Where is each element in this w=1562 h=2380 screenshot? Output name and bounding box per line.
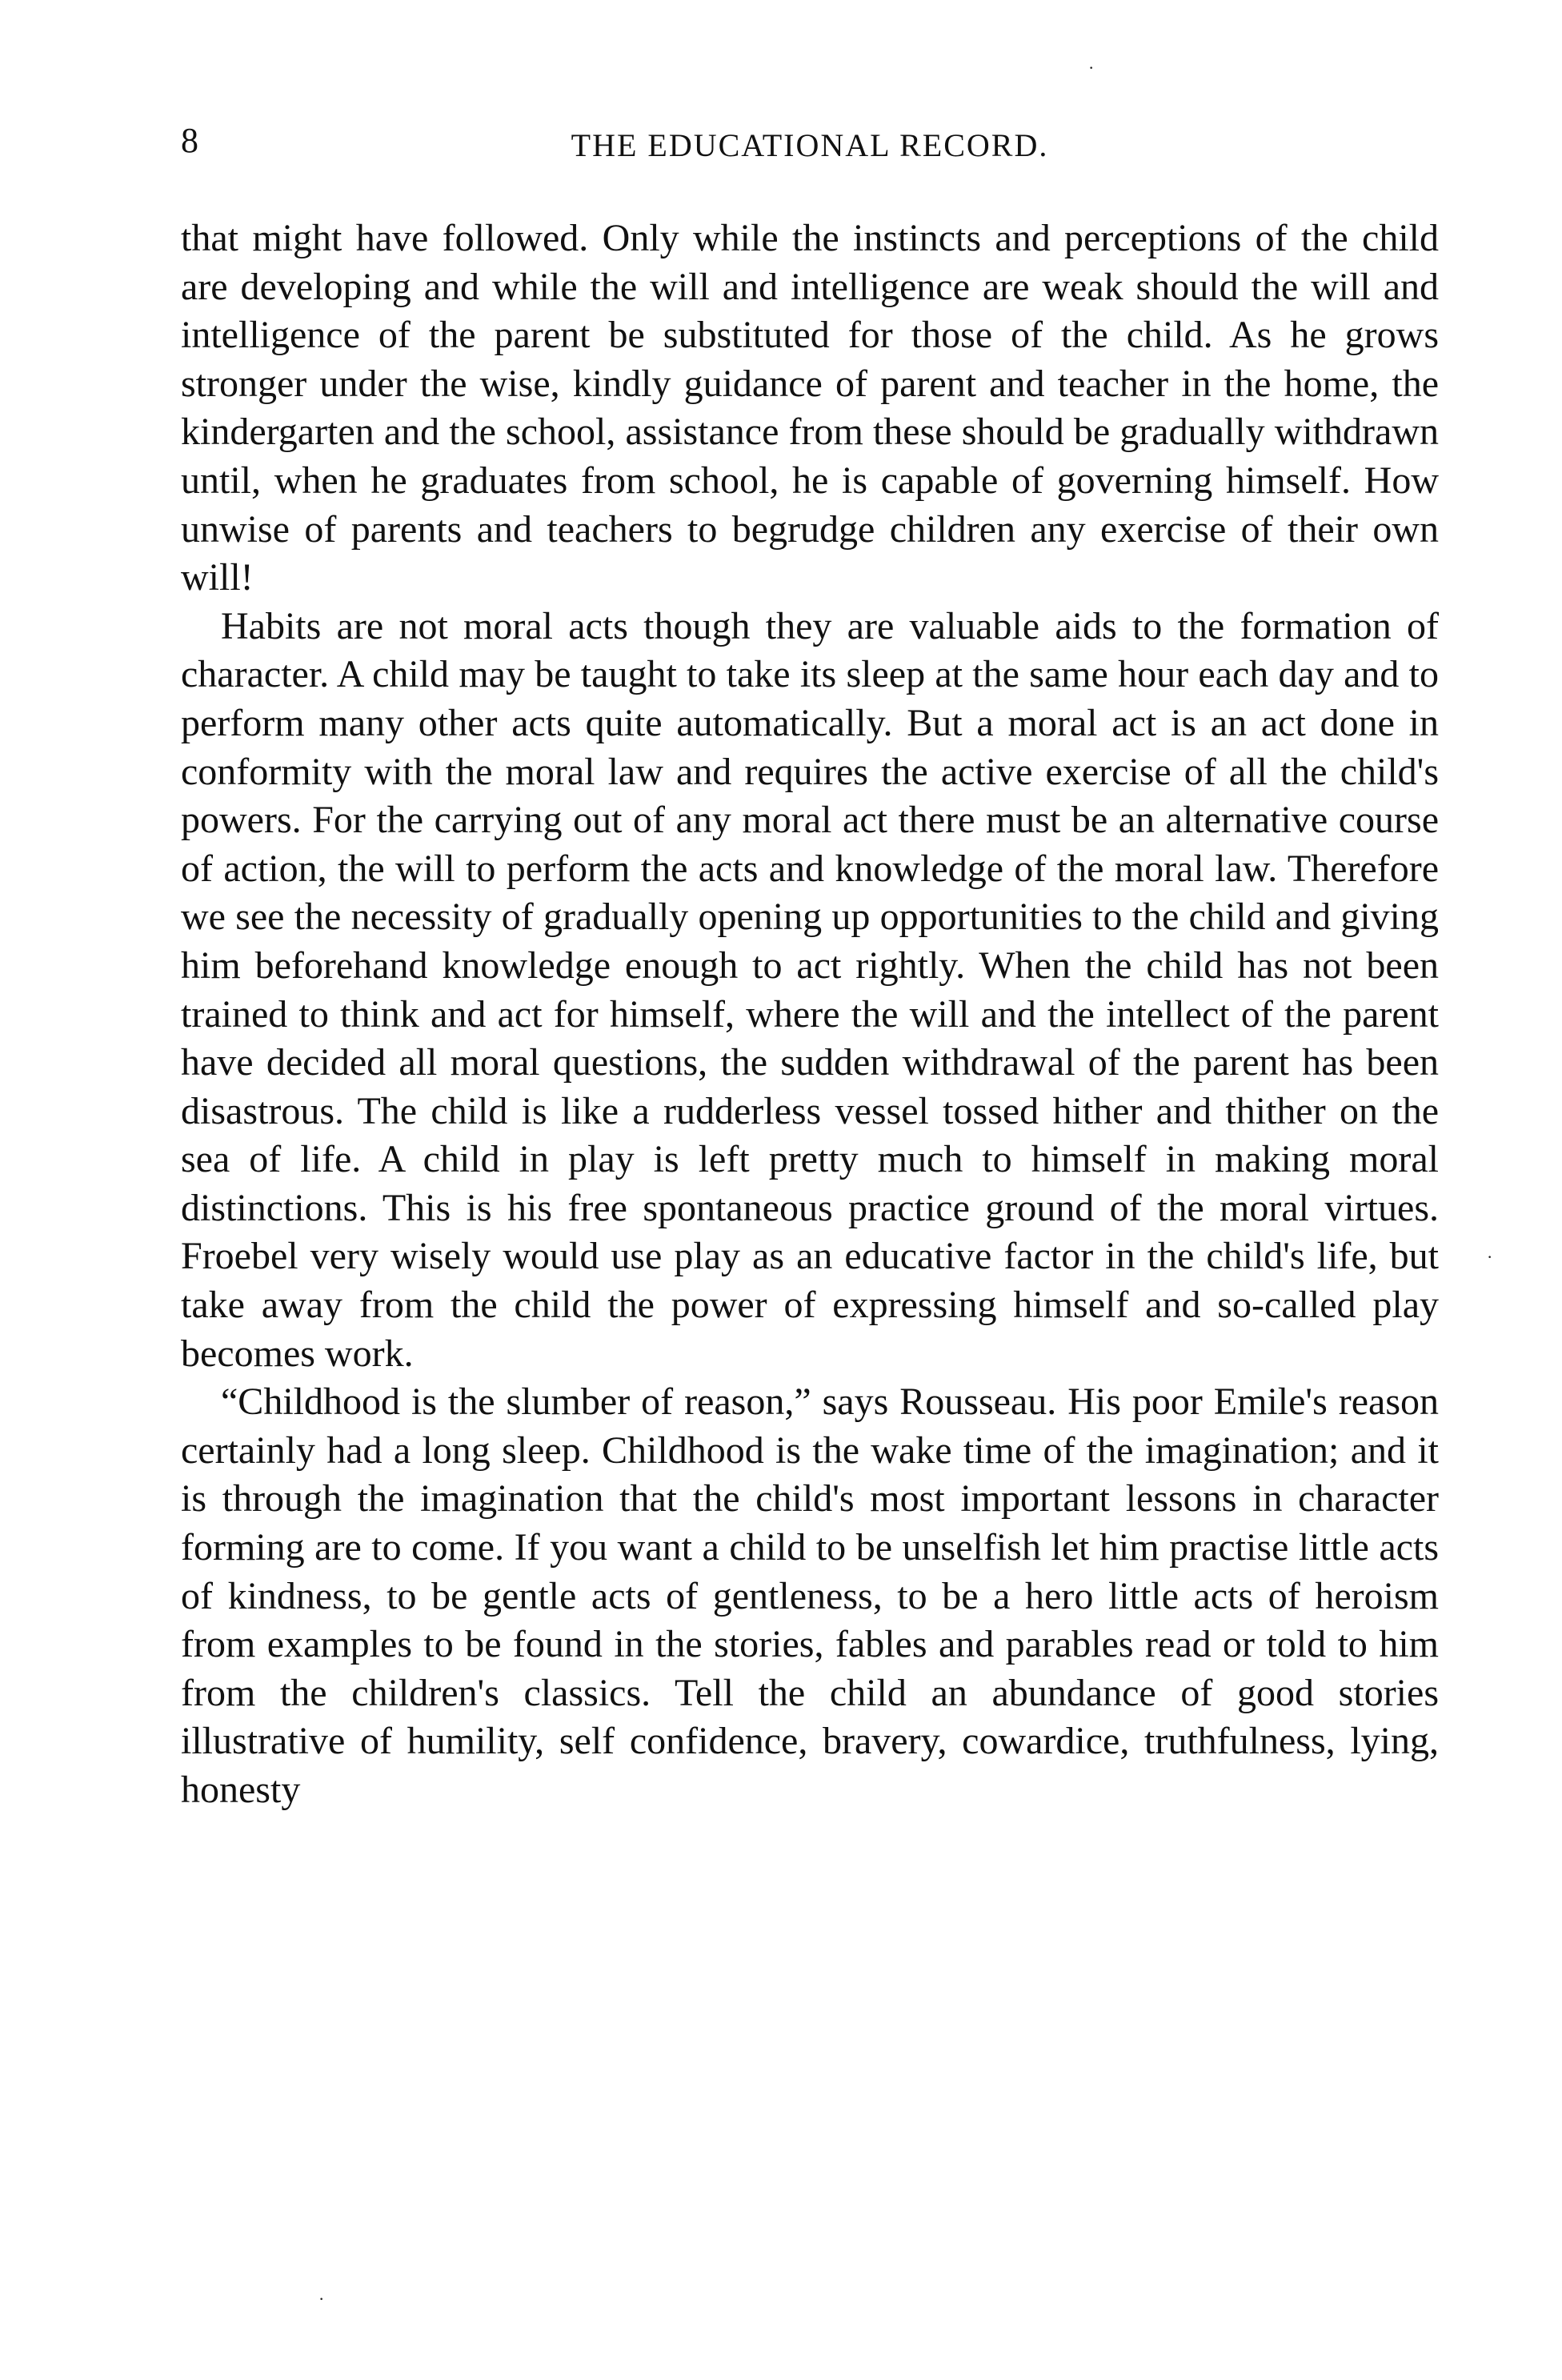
paragraph-continuation: that might have followed. Only while the instincts and perceptions of the child are developing and while the will and intelligence are weak should the will and intelligence of the parent be substituted for those of the child. As he grows stronger under the wise, kindly guidance of parent and teacher in the home, the kindergarten and the school, assistance from these should be gradually withdrawn until, when he graduates from school, he is capable of governing himself. How unwise of parents and teachers to begrudge children any exercise of their own will! bbox=[181, 217, 1439, 599]
paragraph-childhood: “Childhood is the slumber of reason,” says Rousseau. His poor Emile's reason certainly had a long sleep. Childhood is the wake time of the imagination; and it is through the imagination that the child's most important lessons in character forming are to come. If you want a child to be unselfish let him practise little acts of kindness, to be gentle acts of gentleness, to be a hero little acts of heroism from examples to be found in the stories, fables and parables read or told to him from the children's classics. Tell the child an abundance of good stories illustrative of humility, self confidence, bravery, cowardice, truthfulness, lying, honesty bbox=[181, 1380, 1439, 1811]
journal-title: THE EDUCATIONAL RECORD. bbox=[571, 127, 1049, 163]
page-number: 8 bbox=[181, 121, 198, 160]
scan-speck: · bbox=[1088, 58, 1095, 78]
scan-speck: · bbox=[1487, 1247, 1493, 1267]
page bbox=[181, 120, 1439, 1815]
running-head bbox=[181, 120, 1439, 184]
paragraph-habits: Habits are not moral acts though they are valuable aids to the formation of character. A child may be taught to take its sleep at the same hour each day and to perform many other acts quite automatically. But a moral act is an act done in conformity with the moral law and requires the active exercise of all the child's powers. For the carrying out of any moral act there must be an alternative course of action, the will to perform the acts and knowledge of the moral law. Therefore we see the necessity of gradually opening up opportunities to the child and giving him beforehand knowledge enough to act rightly. When the child has not been trained to think and act for himself, where the will and the intellect of the parent have decided all moral questions, the sudden withdrawal of the parent has been disastrous. The child is like a rudderless vessel tossed hither and thither on the sea of life. A child in play is left pretty much to himself in making moral distinctions. This is his free spontaneous practice ground of the moral virtues. Froebel very wisely would use play as an educative factor in the child's life, but take away from the child the power of expressing himself and so-called play becomes work. bbox=[181, 604, 1439, 1375]
scan-speck: · bbox=[318, 2289, 325, 2309]
